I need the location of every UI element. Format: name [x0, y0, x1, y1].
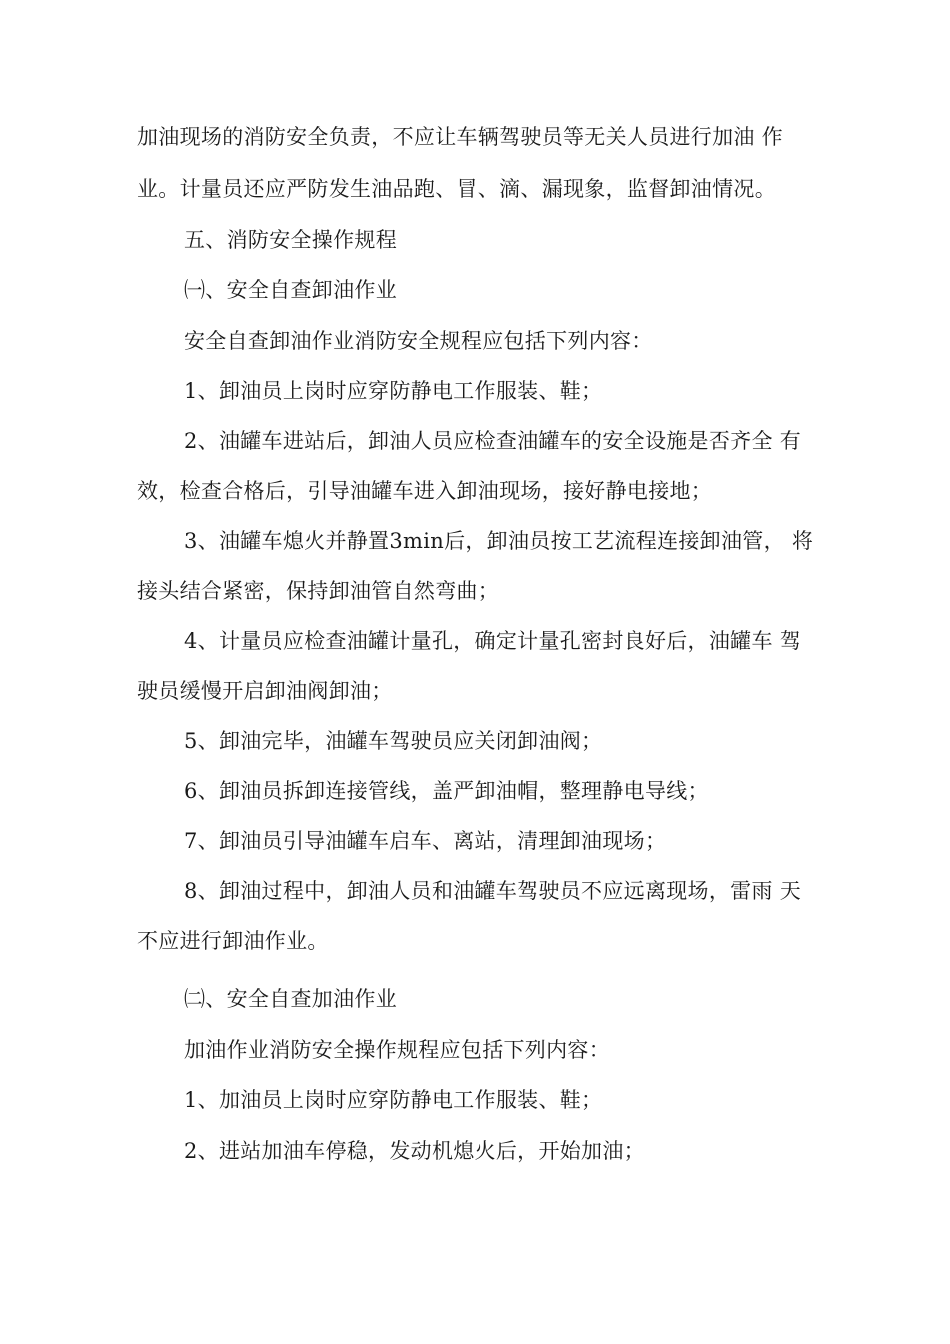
paragraph-line: 安全自查卸油作业消防安全规程应包括下列内容：: [184, 329, 653, 353]
paragraph-line: 加油作业消防安全操作规程应包括下列内容：: [184, 1038, 610, 1062]
subsection-heading: ㈠、安全自查卸油作业: [184, 278, 397, 302]
list-item: 1、卸油员上岗时应穿防静电工作服装、鞋；: [184, 379, 603, 403]
list-item: 4、计量员应检查油罐计量孔，确定计量孔密封良好后，油罐车 驾: [184, 629, 802, 653]
paragraph-line: 业。计量员还应严防发生油品跑、冒、滴、漏现象，监督卸油情况。: [137, 177, 776, 201]
list-item-continuation: 不应进行卸油作业。: [137, 929, 329, 953]
list-item-continuation: 接头结合紧密，保持卸油管自然弯曲；: [137, 579, 500, 603]
list-item: 1、加油员上岗时应穿防静电工作服装、鞋；: [184, 1088, 603, 1112]
list-item: 5、卸油完毕，油罐车驾驶员应关闭卸油阀；: [184, 729, 603, 753]
section-heading: 五、消防安全操作规程: [184, 228, 397, 252]
subsection-heading: ㈡、安全自查加油作业: [184, 987, 397, 1011]
list-item: 8、卸油过程中，卸油人员和油罐车驾驶员不应远离现场，雷雨 天: [184, 879, 802, 903]
list-item: 3、油罐车熄火并静置3min后，卸油员按工艺流程连接卸油管， 将: [184, 529, 814, 553]
list-item-continuation: 驶员缓慢开启卸油阀卸油；: [137, 679, 393, 703]
paragraph-line: 加油现场的消防安全负责，不应让车辆驾驶员等无关人员进行加油 作: [137, 125, 783, 149]
list-item: 7、卸油员引导油罐车启车、离站，清理卸油现场；: [184, 829, 667, 853]
list-item: 2、进站加油车停稳，发动机熄火后，开始加油；: [184, 1139, 645, 1163]
list-item: 6、卸油员拆卸连接管线，盖严卸油帽，整理静电导线；: [184, 779, 709, 803]
list-item-continuation: 效，检查合格后，引导油罐车进入卸油现场，接好静电接地；: [137, 479, 713, 503]
list-item: 2、油罐车进站后，卸油人员应检查油罐车的安全设施是否齐全 有: [184, 429, 802, 453]
